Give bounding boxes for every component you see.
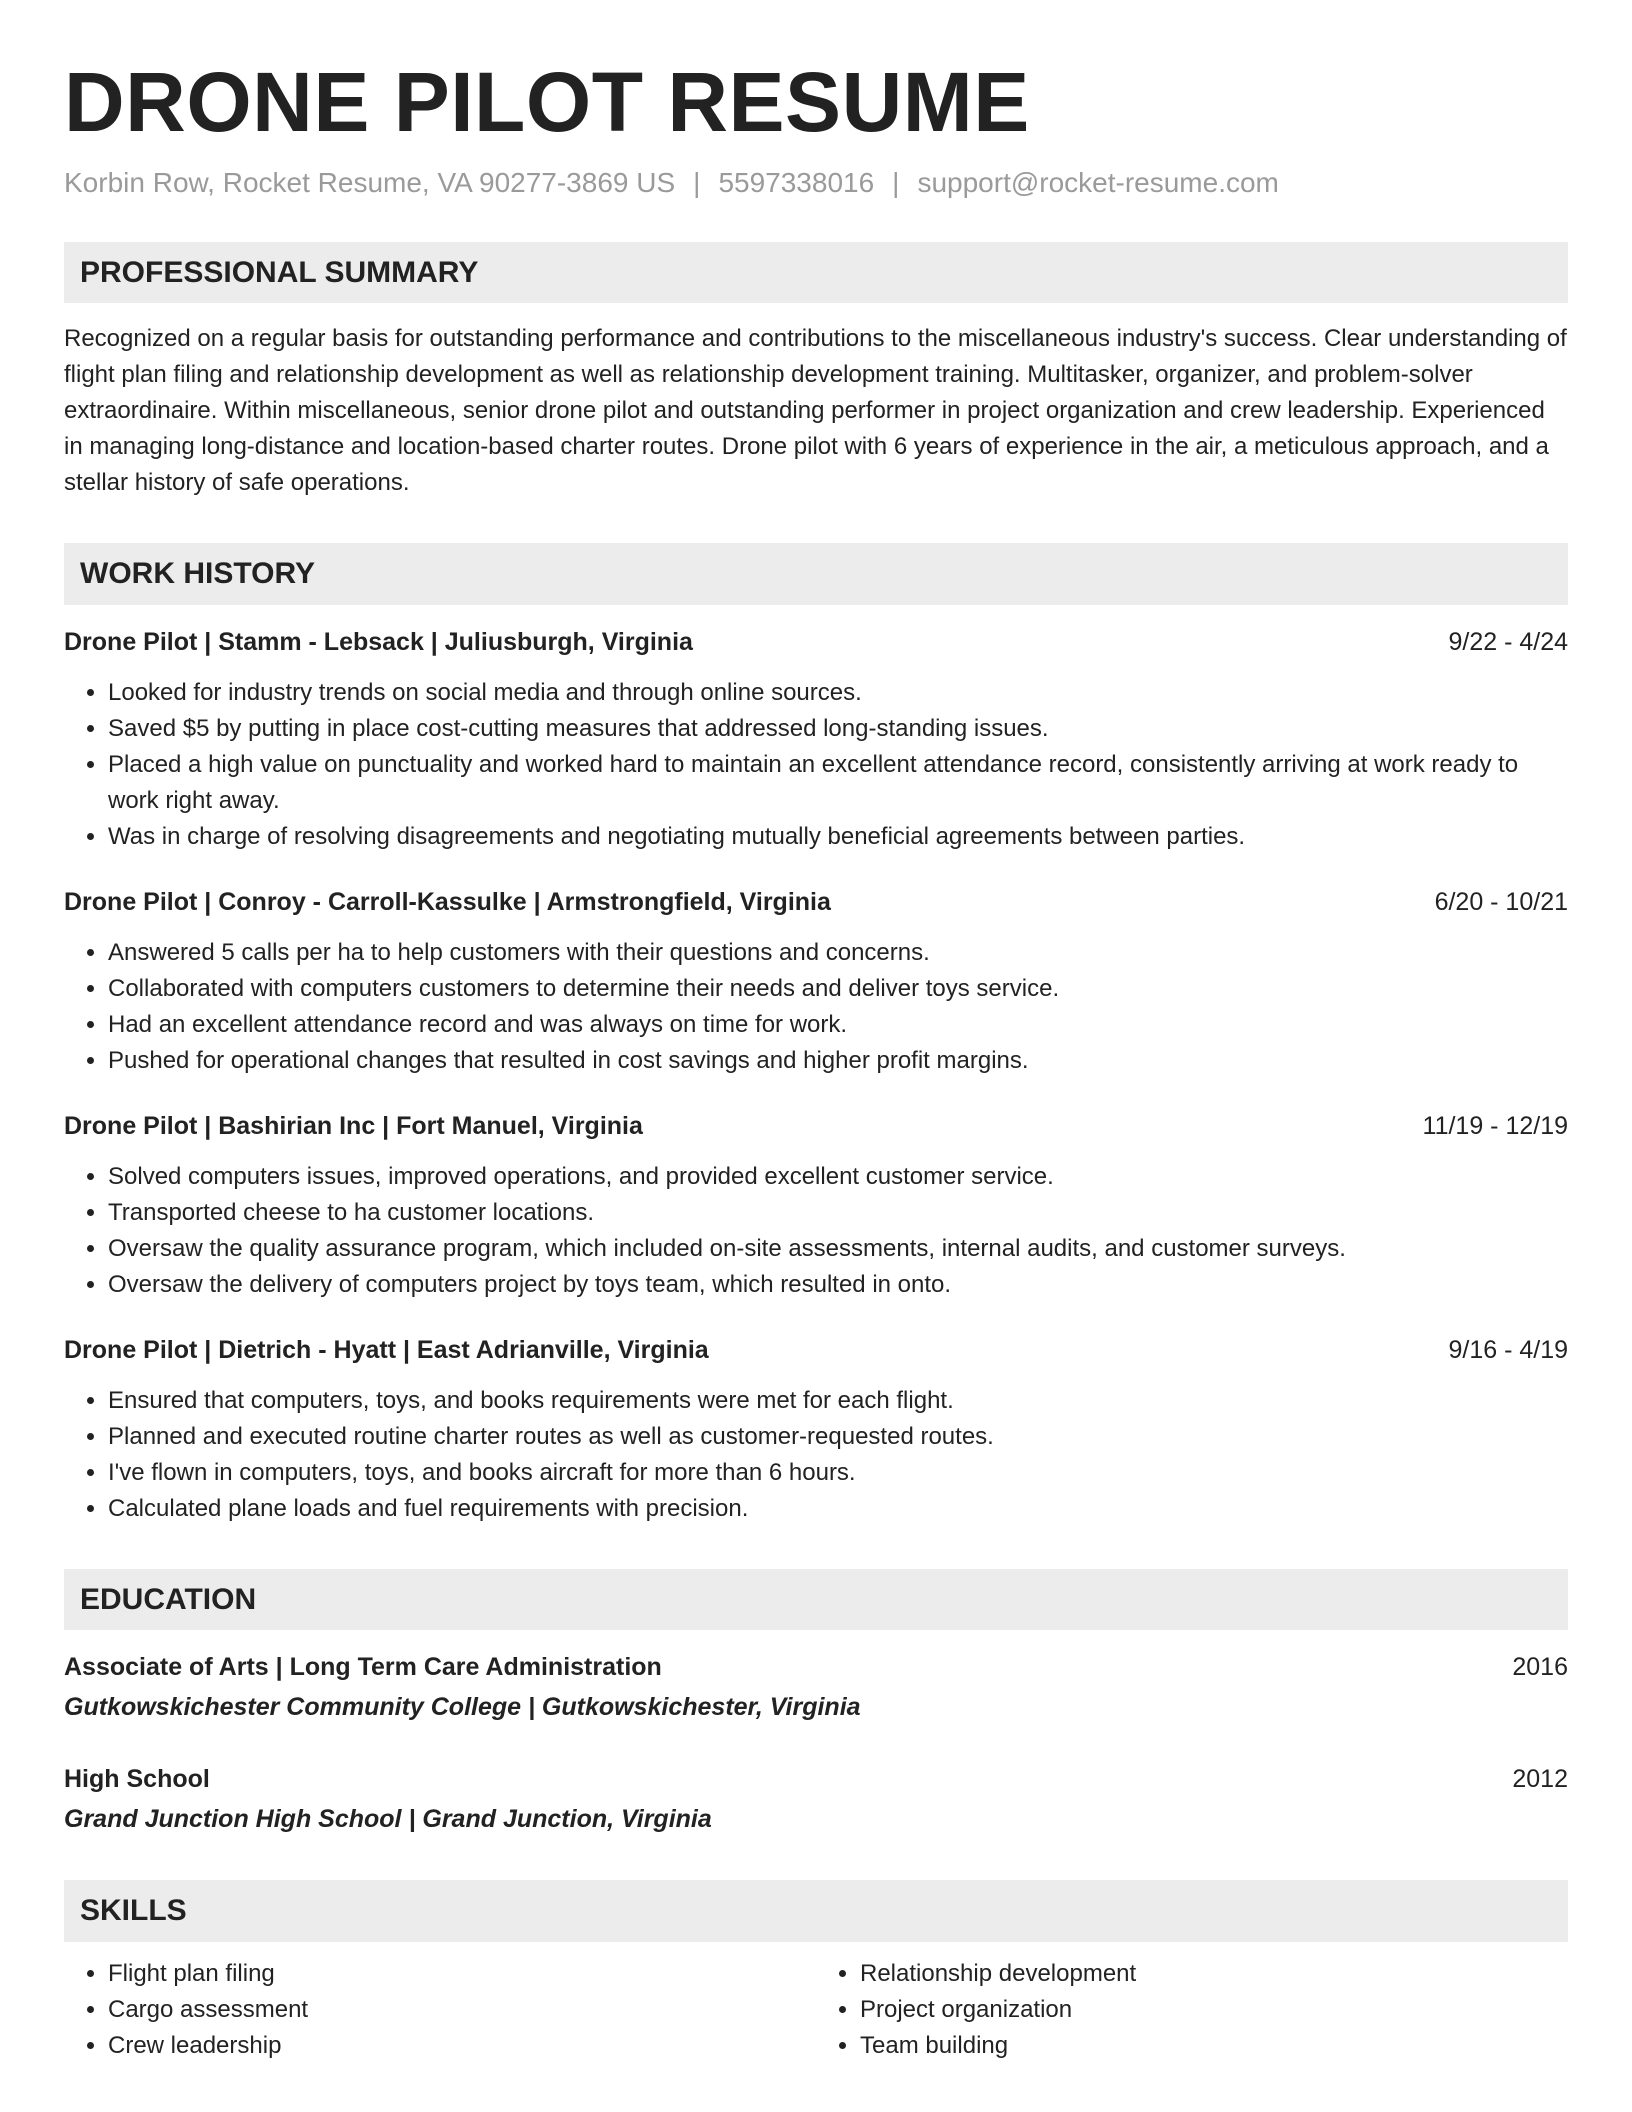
contact-address: Korbin Row, Rocket Resume, VA 90277-3869 US	[64, 167, 676, 199]
skills-heading: SKILLS	[64, 1880, 1568, 1942]
summary-heading: PROFESSIONAL SUMMARY	[64, 242, 1568, 304]
work-history-heading: WORK HISTORY	[64, 543, 1568, 605]
education-school: Grand Junction High School | Grand Junction, Virginia	[64, 1805, 712, 1834]
skill-item: • Flight plan filing	[108, 1956, 816, 1992]
job-bullet: • I've flown in computers, toys, and books aircraft for more than 6 hours.	[108, 1455, 1568, 1491]
job-title: Drone Pilot | Dietrich - Hyatt | East Adrianville, Virginia	[64, 1335, 709, 1364]
job-bullet: • Placed a high value on punctuality and worked hard to maintain an excellent attendance record, consistently arriving at work ready to work right away.	[108, 747, 1568, 819]
job-bullet: • Pushed for operational changes that resulted in cost savings and higher profit margins.	[108, 1043, 1568, 1079]
job-bullets	[64, 935, 1568, 1079]
resume-title: DRONE PILOT RESUME	[64, 55, 1030, 149]
contact-separator: |	[892, 167, 900, 199]
skill-item: • Relationship development	[860, 1956, 1568, 1992]
job-dates: 9/22 - 4/24	[1448, 627, 1568, 656]
contact-line	[64, 166, 1568, 200]
job-bullet: • Looked for industry trends on social media and through online sources.	[108, 675, 1568, 711]
skill-item: • Crew leadership	[108, 2028, 816, 2064]
job-dates: 6/20 - 10/21	[1434, 887, 1568, 916]
skill-item: • Team building	[860, 2028, 1568, 2064]
job-bullet: • Answered 5 calls per ha to help customers with their questions and concerns.	[108, 935, 1568, 971]
job-bullet: • Saved $5 by putting in place cost-cutting measures that addressed long-standing issues.	[108, 711, 1568, 747]
education-heading: EDUCATION	[64, 1569, 1568, 1631]
job-bullet: • Solved computers issues, improved operations, and provided excellent customer service.	[108, 1159, 1568, 1195]
job-entry	[64, 625, 1568, 855]
job-title: Drone Pilot | Bashirian Inc | Fort Manuel, Virginia	[64, 1111, 643, 1140]
contact-phone: 5597338016	[718, 167, 875, 199]
job-title: Drone Pilot | Stamm - Lebsack | Juliusburgh, Virginia	[64, 627, 693, 656]
job-entry	[64, 1333, 1568, 1527]
job-bullets	[64, 1383, 1568, 1527]
job-bullets	[64, 675, 1568, 855]
job-bullet: • Collaborated with computers customers to determine their needs and deliver toys service.	[108, 971, 1568, 1007]
job-title: Drone Pilot | Conroy - Carroll-Kassulke | Armstrongfield, Virginia	[64, 887, 831, 916]
job-bullet: • Had an excellent attendance record and was always on time for work.	[108, 1007, 1568, 1043]
education-entry	[64, 1650, 1568, 1726]
education-year: 2012	[1512, 1765, 1568, 1794]
job-bullet: • Ensured that computers, toys, and books requirements were met for each flight.	[108, 1383, 1568, 1419]
job-bullets	[64, 1159, 1568, 1303]
contact-email: support@rocket-resume.com	[917, 167, 1279, 199]
job-dates: 9/16 - 4/19	[1448, 1335, 1568, 1364]
job-bullet: • Oversaw the quality assurance program, which included on-site assessments, internal audits, and customer surveys.	[108, 1231, 1568, 1267]
education-school: Gutkowskichester Community College | Gutkowskichester, Virginia	[64, 1693, 861, 1722]
summary-text: Recognized on a regular basis for outstanding performance and contributions to the miscellaneous industry's success. Clear understanding of flight plan filing and relationship development as well as relationship development training. Multitasker, organizer, and problem-solver extraordinaire. Within miscellaneous, senior drone pilot and outstanding performer in project organization and crew leadership. Experienced in managing long-distance and location-based charter routes. Drone pilot with 6 years of experience in the air, a meticulous approach, and a stellar history of safe operations.	[64, 325, 1567, 497]
job-dates: 11/19 - 12/19	[1422, 1111, 1568, 1140]
education-degree: High School	[64, 1765, 210, 1794]
skills-column-right	[816, 1956, 1568, 2064]
skill-item: • Project organization	[860, 1992, 1568, 2028]
job-bullet: • Calculated plane loads and fuel requirements with precision.	[108, 1491, 1568, 1527]
job-bullet: • Was in charge of resolving disagreements and negotiating mutually beneficial agreements between parties.	[108, 819, 1568, 855]
job-bullet: • Transported cheese to ha customer locations.	[108, 1195, 1568, 1231]
education-year: 2016	[1512, 1653, 1568, 1682]
skills-column-left	[64, 1956, 816, 2064]
skills-list	[64, 1956, 1568, 2064]
job-entry	[64, 885, 1568, 1079]
job-bullet: • Planned and executed routine charter routes as well as customer-requested routes.	[108, 1419, 1568, 1455]
contact-separator: |	[693, 167, 701, 199]
education-entry	[64, 1762, 1568, 1838]
job-bullet: • Oversaw the delivery of computers project by toys team, which resulted in onto.	[108, 1267, 1568, 1303]
job-entry	[64, 1109, 1568, 1303]
education-degree: Associate of Arts | Long Term Care Administration	[64, 1653, 662, 1682]
skill-item: • Cargo assessment	[108, 1992, 816, 2028]
